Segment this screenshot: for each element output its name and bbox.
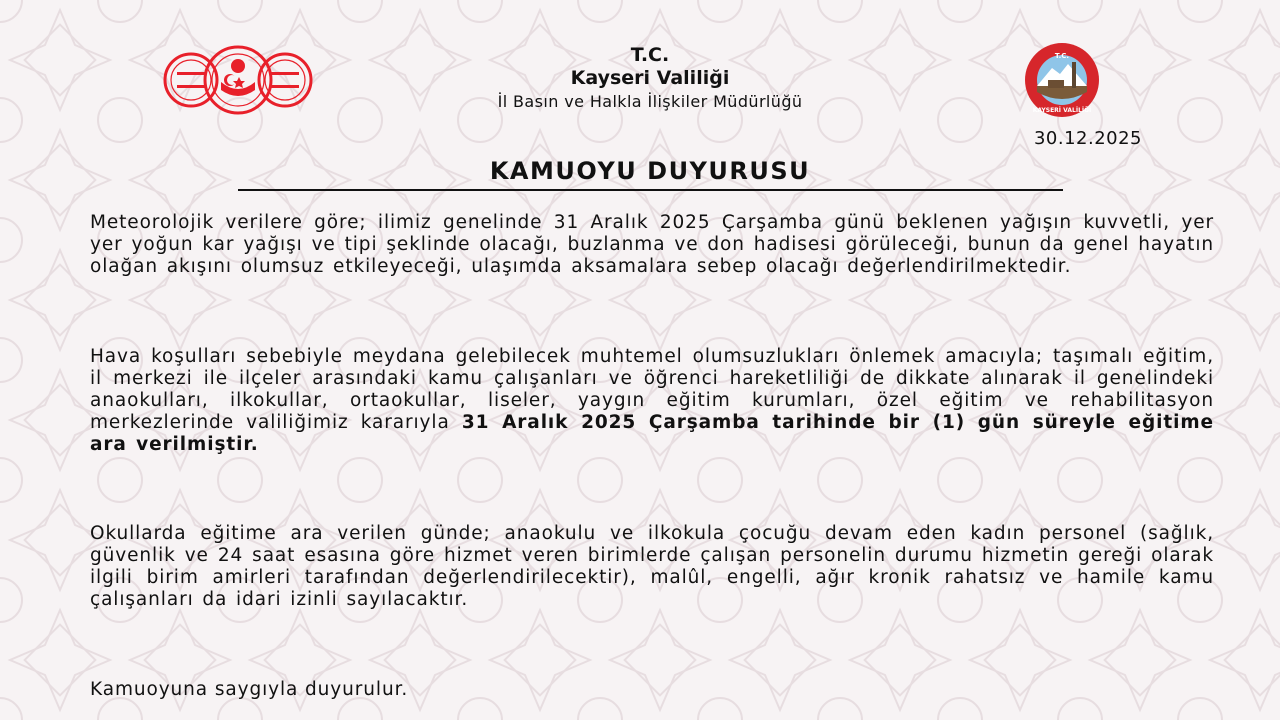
letterhead <box>330 44 970 114</box>
emblem-top-text: T.C. <box>1054 52 1070 60</box>
title-underline <box>238 189 1063 191</box>
ministry-of-interior-seal-icon <box>163 44 313 116</box>
school-closure-text: Hava koşulları sebebiyle meydana gelebilecek muhtemel olumsuzlukları önlemek amacıyla; taşımalı eğitim, il merkezi ile ilçeler arasındaki kamu çalışanları ve öğrenci hareketliliği de dikkate alınarak il genelindeki anaokulları, ilkokullar, ortaokullar, liseler, yaygın eğitim kurumları, özel eğitim ve rehabilitasyon merkezlerinde valiliğimiz kararıyla <box>90 346 1214 433</box>
announcement-title: KAMUOYU DUYURUSU <box>489 157 811 185</box>
closing-statement: Kamuoyuna saygıyla duyurulur. <box>90 679 409 700</box>
country-abbr: T.C. <box>630 44 670 66</box>
paragraph-administrative-leave: Okullarda eğitime ara verilen günde; anaokulu ve ilkokula çocuğu devam eden kadın personel (sağlık, güvenlik ve 24 saat esasına göre hizmet veren birimlerde çalışan personelin durumu hizmetin gereği olarak ilgili birim amirleri tarafından değerlendirilecektir), malûl, engelli, ağır kronik rahatsız ve hamile kamu çalışanları da idari izinli sayılacaktır. <box>90 523 1214 610</box>
department-name: İl Basın ve Halkla İlişkiler Müdürlüğü <box>497 92 803 111</box>
emblem-bottom-text: KAYSERİ VALİLİĞİ <box>1032 107 1092 114</box>
announcement-date: 30.12.2025 <box>1033 128 1142 149</box>
kayseri-governorship-emblem-icon <box>986 42 1138 118</box>
paragraph-weather: Meteorolojik verilere göre; ilimiz genelinde 31 Aralık 2025 Çarşamba günü beklenen yağışın kuvvetli, yer yer yoğun kar yağışı ve tipi şeklinde olacağı, buzlanma ve don hadisesi görüleceği, bunun da genel hayatın olağan akışını olumsuz etkileyeceği, ulaşımda aksamalara sebep olacağı değerlendirilmektedir. <box>90 212 1214 277</box>
school-closure-decision: 31 Aralık 2025 Çarşamba tarihinde bir (1) gün süreyle eğitime ara verilmiştir. <box>90 412 1214 455</box>
paragraph-school-closure <box>90 346 1214 456</box>
governorship-name: Kayseri Valiliği <box>570 67 730 89</box>
